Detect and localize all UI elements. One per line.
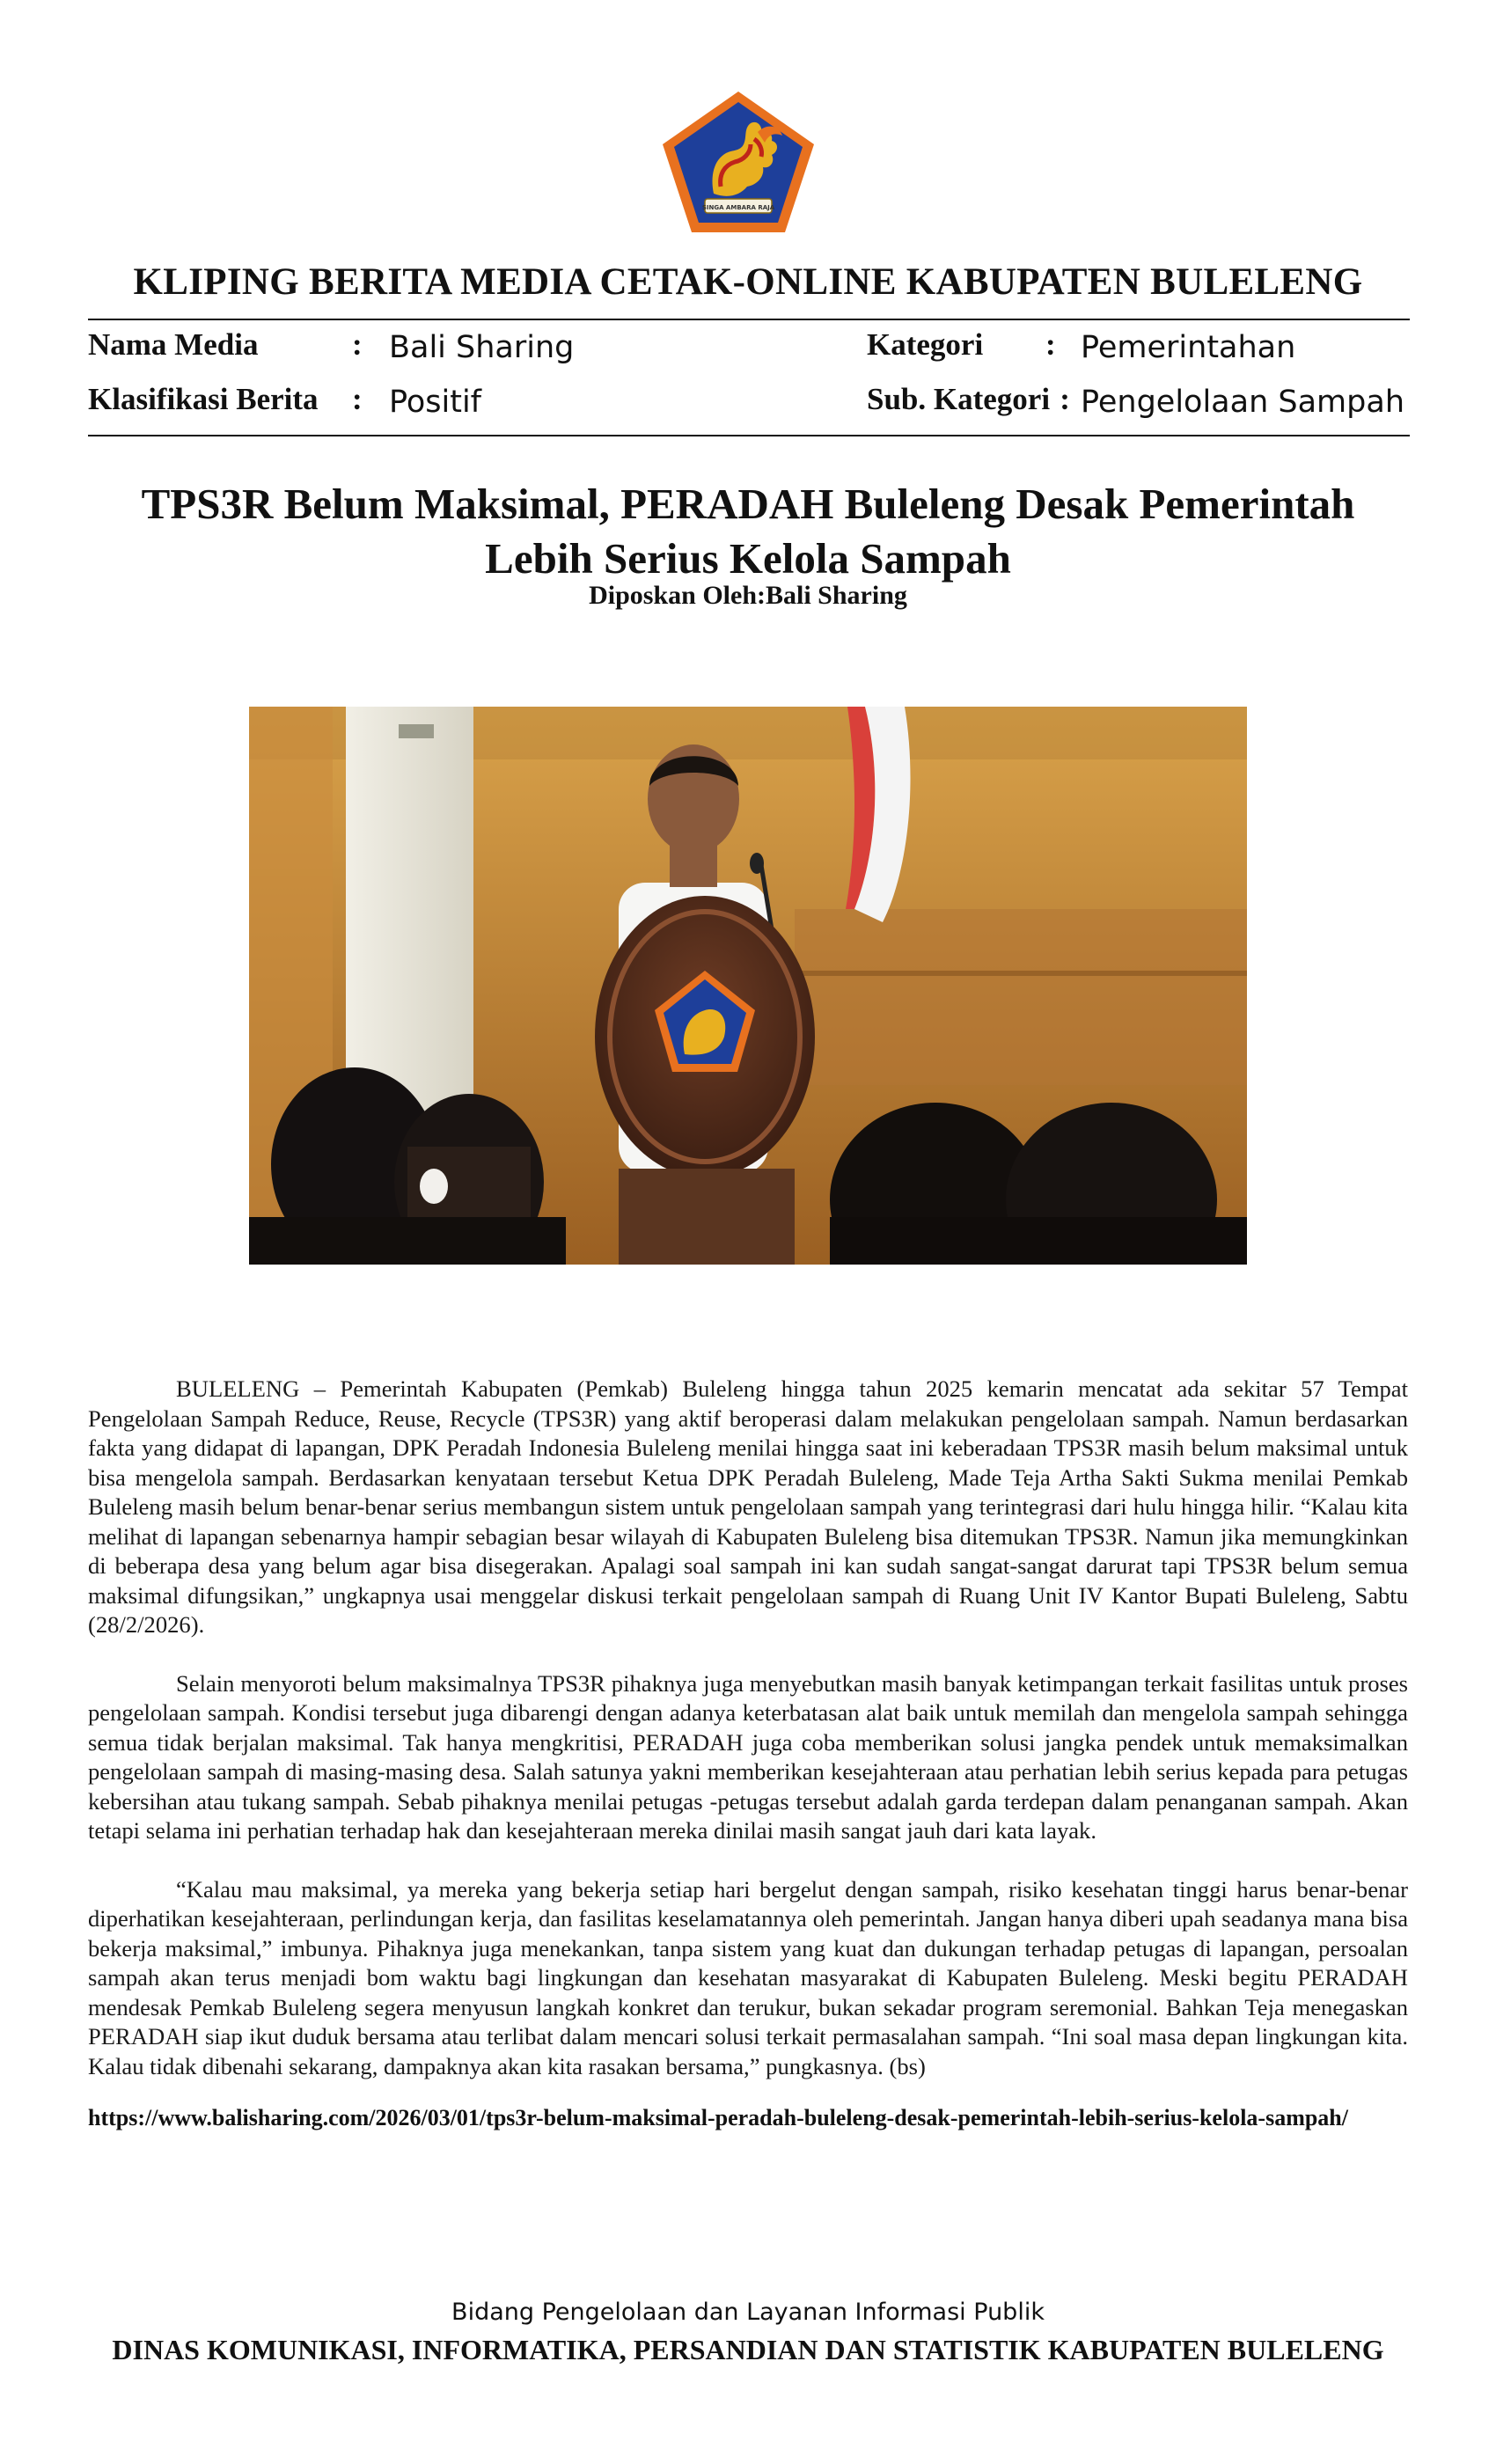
article-byline: Diposkan Oleh:Bali Sharing — [589, 581, 907, 610]
article-paragraph-3: “Kalau mau maksimal, ya mereka yang bekerja setiap hari bergelut dengan sampah, risiko kesehatan tinggi harus benar-benar diperhatikan kesejahteraan, perlindungan kerja, dan fasilitas keselamatannya oleh pemerintah. Jangan hanya diberi upah seadanya mana bisa bekerja maksimal,” imbunya. Pihaknya juga menekankan, tanpa sistem yang kuat dan dukungan terhadap petugas di lapangan, persoalan sampah akan terus menjadi bom waktu bagi lingkungan dan kesehatan masyarakat di Kabupaten Buleleng. Meski begitu PERADAH mendesak Pemkab Buleleng segera menyusun langkah konkret dan terukur, bukan sekadar program seremonial. Bahkan Teja menegaskan PERADAH siap ikut duduk bersama atau terlibat dalam mencari solusi terkait permasalahan sampah. “Ini soal masa depan lingkungan kita. Kalau tidak dibenahi sekarang, dampaknya akan kita rasakan bersama,” pungkasnya. (bs) — [88, 1875, 1408, 2079]
header-rule-top — [88, 319, 1410, 320]
subkategori-value: Pengelolaan Sampah — [1081, 385, 1404, 420]
document-title: KLIPING BERITA MEDIA CETAK-ONLINE KABUPATEN BULELENG — [133, 261, 1363, 303]
media-label: Nama Media — [88, 327, 259, 362]
buleleng-regency-crest-icon — [659, 88, 818, 236]
klasifikasi-value: Positif — [389, 385, 481, 420]
article-body — [88, 1375, 1408, 2110]
article-paragraph-2: Selain menyoroti belum maksimalnya TPS3R pihaknya juga menyebutkan masih banyak ketimpangan terkait fasilitas untuk proses pengelolaan sampah. Kondisi tersebut juga dibarengi dengan adanya keterbatasan alat baik untuk memilah dan mengelola sampah sehingga semua tidak berjalan maksimal. Tak hanya mengkritisi, PERADAH juga coba memberikan solusi jangka pendek untuk memaksimalkan pengelolaan sampah di masing-masing desa. Salah satunya yakni memberikan kesejahteraan atau perhatian lebih serius kepada para petugas kebersihan atau tukang sampah. Sebab pihaknya menilai petugas -petugas tersebut adalah garda terdepan dalam penanganan sampah. Akan tetapi selama ini perhatian terhadap hak dan kesejahteraan mereka dinilai masih sangat jauh dari kata layak. — [88, 1669, 1408, 1844]
headline-line-2: Lebih Serius Kelola Sampah — [485, 534, 1011, 583]
meta-media-value — [389, 330, 574, 365]
meta-klasifikasi-row — [88, 382, 319, 417]
footer-department: Bidang Pengelolaan dan Layanan Informasi Publik — [451, 2299, 1045, 2326]
speaker-at-podium-photo — [249, 707, 1247, 1265]
meta-klasifikasi-value — [389, 385, 481, 420]
meta-kategori-sep — [1045, 327, 1056, 363]
meta-media-sep — [352, 327, 363, 363]
meta-subkategori-row — [867, 382, 1070, 417]
header-rule-bottom — [88, 435, 1410, 436]
subkategori-separator: : — [1060, 382, 1070, 416]
subkategori-label: Sub. Kategori — [867, 382, 1051, 416]
crest-motto: SINGA AMBARA RAJA — [701, 204, 775, 211]
media-separator: : — [352, 327, 363, 362]
footer-agency: DINAS KOMUNIKASI, INFORMATIKA, PERSANDIAN DAN STATISTIK KABUPATEN BULELENG — [112, 2334, 1384, 2365]
article-headline — [88, 477, 1408, 586]
source-url-link[interactable]: https://www.balisharing.com/2026/03/01/tps3r-belum-maksimal-peradah-buleleng-desak-pemerintah-lebih-serius-kelola-sampah/ — [88, 2105, 1348, 2130]
meta-kategori-row — [867, 327, 983, 363]
meta-kategori-value — [1081, 330, 1295, 365]
kategori-label: Kategori — [867, 327, 984, 362]
headline-line-1: TPS3R Belum Maksimal, PERADAH Buleleng Desak Pemerintah — [141, 480, 1355, 528]
meta-subkategori-value — [1081, 385, 1404, 420]
meta-media-row — [88, 327, 258, 363]
klasifikasi-label: Klasifikasi Berita — [88, 382, 319, 416]
kategori-separator: : — [1045, 327, 1056, 362]
klasifikasi-separator: : — [352, 382, 363, 416]
meta-klasifikasi-sep — [352, 382, 363, 417]
article-paragraph-1: BULELENG – Pemerintah Kabupaten (Pemkab) Buleleng hingga tahun 2025 kemarin mencatat ada sekitar 57 Tempat Pengelolaan Sampah Reduce, Reuse, Recycle (TPS3R) yang aktif beroperasi dalam melakukan pengelolaan sampah. Namun berdasarkan fakta yang didapat di lapangan, DPK Peradah Indonesia Buleleng menilai hingga saat ini keberadaan TPS3R masih belum maksimal untuk bisa mengelola sampah. Berdasarkan kenyataan tersebut Ketua DPK Peradah Buleleng, Made Teja Artha Sakti Sukma menilai Pemkab Buleleng masih belum benar-benar serius membangun sistem untuk pengelolaan sampah yang terintegrasi dari hulu hingga hilir. “Kalau kita melihat di lapangan sebenarnya hampir sebagian besar wilayah di Kabupaten Buleleng bisa ditemukan TPS3R. Namun jika memungkinkan di beberapa desa yang belum agar bisa disegerakan. Apalagi soal sampah ini kan sudah sangat-sangat darurat tapi TPS3R belum semua maksimal difungsikan,” ungkapnya usai menggelar diskusi terkait pengelolaan sampah di Ruang Unit IV Kantor Bupati Buleleng, Sabtu (28/2/2026). — [88, 1375, 1408, 1638]
kategori-value: Pemerintahan — [1081, 330, 1296, 365]
media-value: Bali Sharing — [389, 330, 575, 365]
